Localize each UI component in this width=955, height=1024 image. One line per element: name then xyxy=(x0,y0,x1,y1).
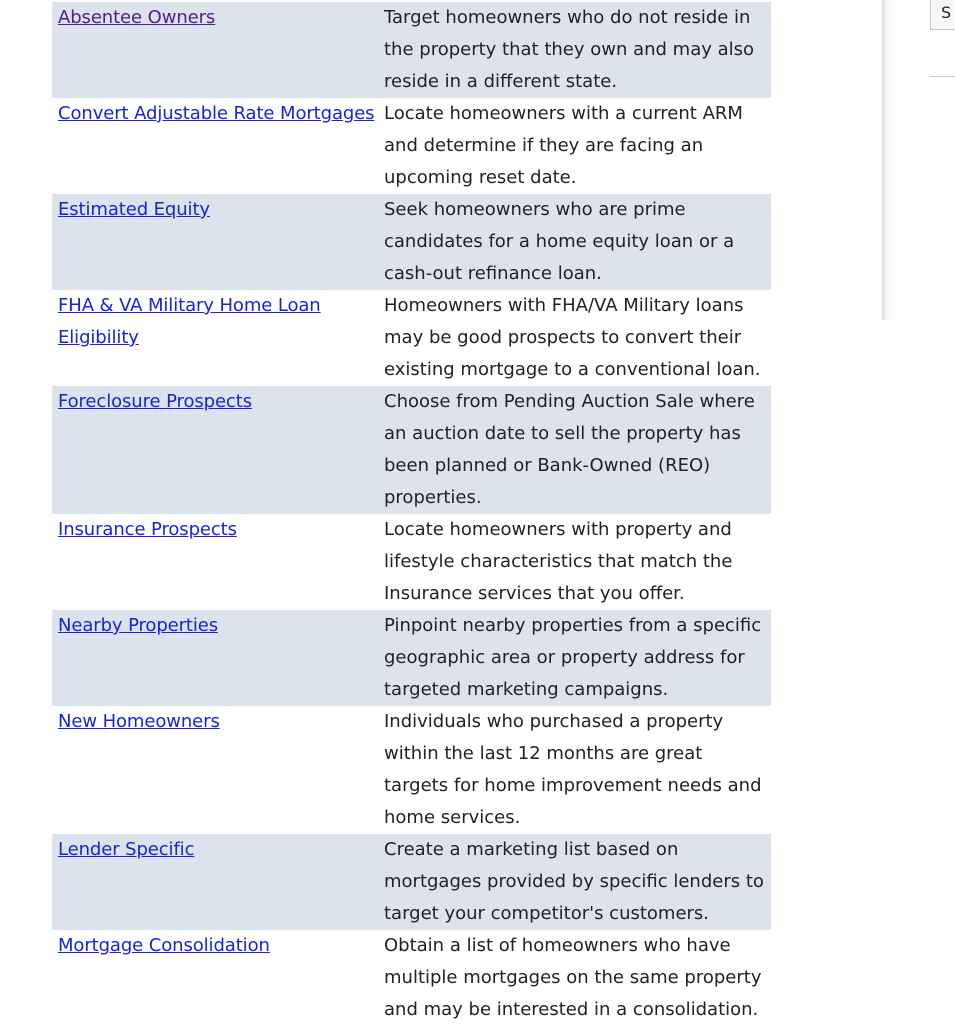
list-description: Locate homeowners with property and lifestyle characteristics that match the Insurance services that you offer. xyxy=(384,519,733,604)
list-description: Target homeowners who do not reside in the property that they own and may also reside in a different state. xyxy=(378,2,771,98)
list-type-link[interactable]: Mortgage Consolidation xyxy=(58,935,270,956)
list-name-cell xyxy=(52,290,378,386)
list-description: Seek homeowners who are prime candidates for a home equity loan or a cash-out refinance loan. xyxy=(378,194,771,290)
table-row xyxy=(52,930,771,1024)
list-name-cell xyxy=(52,706,378,834)
list-type-link[interactable]: Convert Adjustable Rate Mortgages xyxy=(58,103,375,124)
side-divider xyxy=(930,76,955,77)
list-type-link[interactable]: FHA & VA Military Home Loan Eligibility xyxy=(58,295,321,348)
table-row xyxy=(52,194,771,290)
list-name-cell xyxy=(52,514,378,610)
list-table-body xyxy=(52,2,771,1024)
list-type-link[interactable]: Absentee Owners xyxy=(58,7,216,28)
list-type-link[interactable]: Nearby Properties xyxy=(58,615,219,636)
table-row xyxy=(52,834,771,930)
list-description: Pinpoint nearby properties from a specific geographic area or property address for targeted marketing campaigns. xyxy=(378,610,771,706)
list-type-link[interactable]: Foreclosure Prospects xyxy=(58,391,252,412)
table-row xyxy=(52,386,771,514)
list-type-link[interactable]: Lender Specific xyxy=(58,839,195,860)
list-name-cell xyxy=(52,930,378,1024)
table-row xyxy=(52,706,771,834)
table-row xyxy=(52,2,771,98)
list-description: Homeowners with FHA/VA Military loans may be good prospects to convert their existing mortgage to a conventional loan. xyxy=(384,295,761,380)
table-row xyxy=(52,290,771,386)
list-description: Locate homeowners with a current ARM and determine if they are facing an upcoming reset date. xyxy=(384,103,743,188)
list-type-link[interactable]: New Homeowners xyxy=(58,711,220,732)
list-type-link[interactable]: Estimated Equity xyxy=(58,199,210,220)
list-description: Obtain a list of homeowners who have multiple mortgages on the same property and may be interested in a consolidation. xyxy=(384,935,762,1020)
side-input[interactable]: S xyxy=(930,0,955,30)
list-description: Choose from Pending Auction Sale where an auction date to sell the property has been planned or Bank-Owned (REO) properties. xyxy=(378,386,771,514)
list-name-cell xyxy=(52,610,378,706)
list-description: Create a marketing list based on mortgages provided by specific lenders to target your competitor's customers. xyxy=(378,834,771,930)
list-name-cell xyxy=(52,386,378,514)
list-type-link[interactable]: Insurance Prospects xyxy=(58,519,237,540)
marketing-list-table xyxy=(52,2,771,1024)
list-description: Individuals who purchased a property within the last 12 months are great targets for home improvement needs and home services. xyxy=(384,711,762,828)
table-row xyxy=(52,610,771,706)
list-name-cell xyxy=(52,194,378,290)
list-name-cell xyxy=(52,2,378,98)
table-row xyxy=(52,514,771,610)
side-panel xyxy=(882,0,955,320)
list-name-cell xyxy=(52,834,378,930)
list-name-cell xyxy=(52,98,378,194)
table-row xyxy=(52,98,771,194)
